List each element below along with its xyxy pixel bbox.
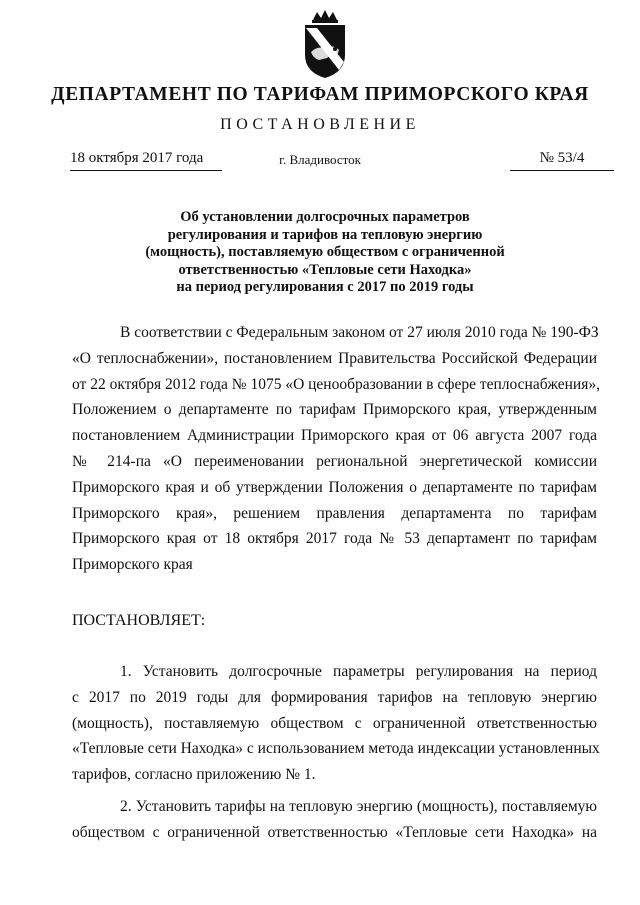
paragraph-line: «О теплоснабжении», постановлением Правительства Российской Федерации: [72, 349, 597, 367]
coat-of-arms-icon: [295, 10, 355, 80]
document-type: ПОСТАНОВЛЕНИЕ: [220, 116, 420, 133]
paragraph-line: Приморского края», решением правления департамента по тарифам: [72, 504, 597, 522]
paragraph-line: с 2017 по 2019 годы для формирования тарифов на тепловую энергию: [72, 688, 597, 706]
document-date: 18 октября 2017 года: [70, 150, 222, 171]
clause-1: [72, 659, 600, 788]
resolve-heading: ПОСТАНОВЛЯЕТ:: [72, 612, 206, 629]
paragraph-line: обществом с ограниченной ответственностью «Тепловые сети Находка» на: [72, 823, 597, 841]
subject-line: на период регулирования с 2017 по 2019 годы: [176, 279, 474, 295]
paragraph-line: 2. Установить тарифы на тепловую энергию (мощность), поставляемую: [120, 798, 597, 815]
paragraph-line: 1. Установить долгосрочные параметры регулирования на период: [120, 663, 597, 680]
subject-line: (мощность), поставляемую обществом с ограниченной: [145, 244, 505, 260]
subject-line: Об установлении долгосрочных параметров: [180, 209, 470, 225]
paragraph-line: Приморского края и об утверждении Положения о департаменте по тарифам: [72, 478, 597, 496]
paragraph-line: В соответствии с Федеральным законом от 27 июля 2010 года № 190-ФЗ: [120, 324, 599, 341]
document-number: № 53/4: [510, 150, 614, 171]
clause-2: [72, 794, 597, 846]
paragraph-line: тарифов, согласно приложению № 1.: [72, 766, 316, 784]
subject-line: ответственностью «Тепловые сети Находка»: [178, 261, 472, 278]
paragraph-line: (мощность), поставляемую обществом с ограниченной ответственностью: [72, 714, 597, 732]
paragraph-line: постановлением Администрации Приморского края от 06 августа 2007 года: [72, 427, 597, 445]
document-subject: [110, 209, 540, 297]
department-title: ДЕПАРТАМЕНТ ПО ТАРИФАМ ПРИМОРСКОГО КРАЯ: [51, 84, 589, 105]
document-city: г. Владивосток: [279, 152, 361, 167]
paragraph-line: Приморского края: [72, 556, 193, 574]
paragraph-line: Приморского края от 18 октября 2017 года № 53 департамент по тарифам: [72, 530, 597, 548]
preamble-paragraph: [72, 320, 600, 578]
paragraph-line: № 214-па «О переименовании региональной энергетической комиссии: [72, 452, 597, 470]
paragraph-line: «Тепловые сети Находка» с использованием метода индексации установленных: [72, 740, 600, 758]
paragraph-line: Положением о департаменте по тарифам Приморского края, утвержденным: [72, 401, 597, 419]
paragraph-line: от 22 октября 2012 года № 1075 «О ценообразовании в сфере теплоснабжения»,: [72, 375, 600, 393]
subject-line: регулирования и тарифов на тепловую энергию: [167, 226, 483, 243]
